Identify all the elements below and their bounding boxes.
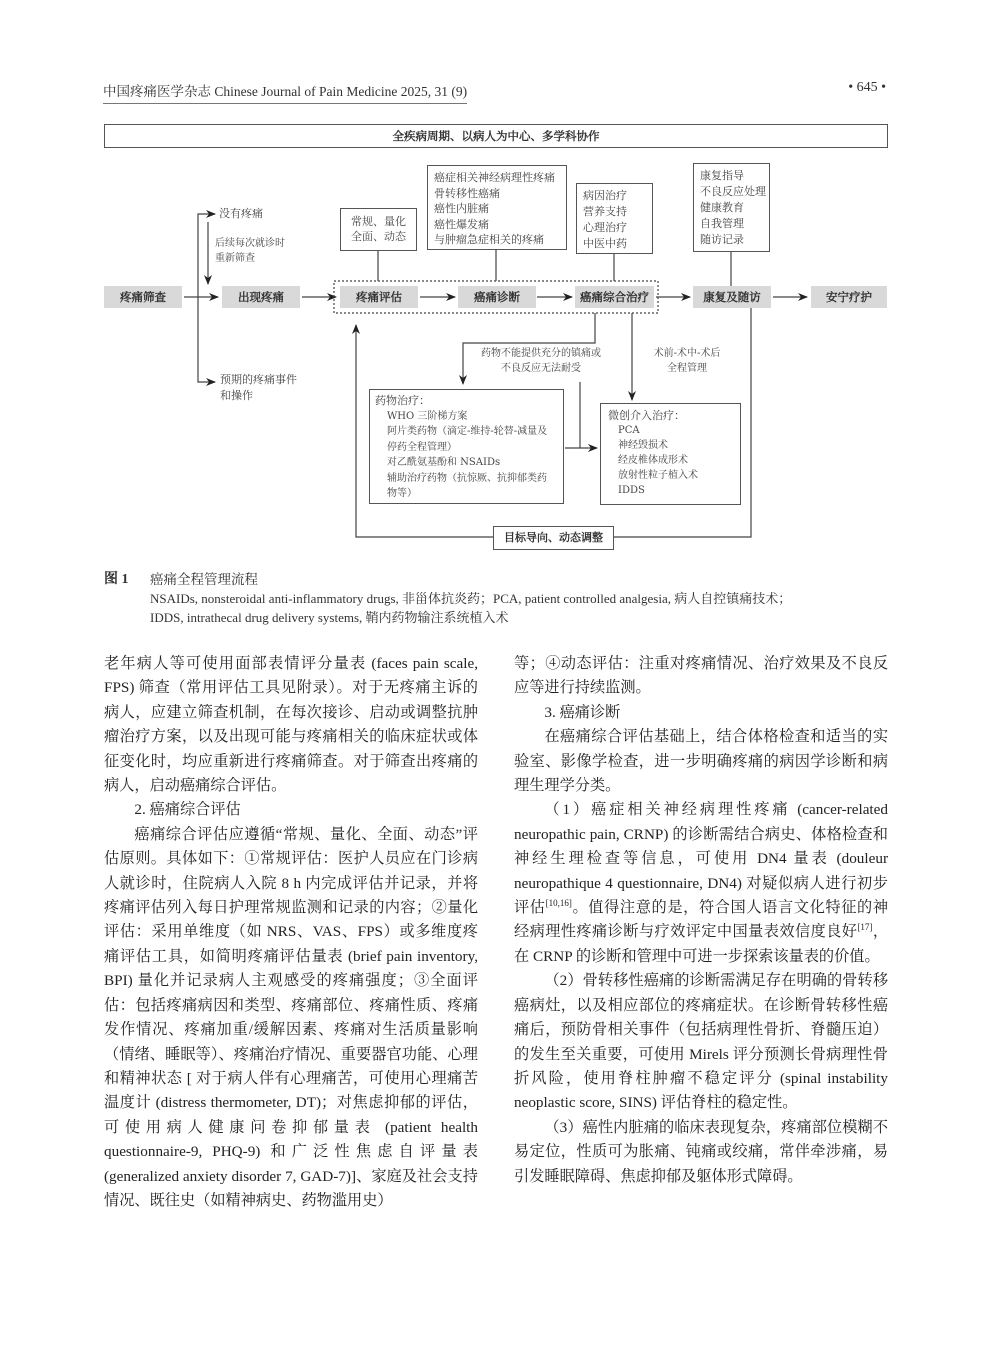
- citation[interactable]: [10,16]: [545, 898, 572, 908]
- intervention-item: 放射性粒子植入术: [618, 470, 698, 481]
- box-interventional-therapy: [600, 403, 741, 505]
- section-heading: 2. 癌痛综合评估: [134, 801, 241, 819]
- box-line: 自我管理: [700, 217, 744, 230]
- box-line: 癌性爆发痛: [434, 217, 489, 231]
- box-line: 与肿瘤急症相关的疼痛: [434, 233, 544, 246]
- text-span: （1）癌症相关神经病理性疼痛 (cancer-related neuropathic pain, CRNP) 的诊断需结合病史、体格检查和神经生理检查等信息，可使用 DN4 量表 (douleur neuropathique 4 questionnaire, DN4) 对疑似病人进行初步评估: [514, 801, 888, 917]
- text-span: 。值得注意的是，符合国人语言文化特征的神经病理性疼痛诊断与疗效评定中国量表效信度良好: [514, 899, 889, 941]
- note-drug-failure: [471, 346, 611, 376]
- box-line: 随访记录: [700, 233, 744, 246]
- note-rescreen-line: 后续每次就诊时: [215, 238, 285, 249]
- paragraph: 癌痛综合评估应遵循“常规、量化、全面、动态”评估原则。具体如下：①常规评估：医护人员应在门诊病人就诊时，住院病人入院 8 h 内完成评估并记录，并将疼痛评估列入每日护理常规监测和记录的内容；②量化评估：采用单维度（如 NRS、VAS、FPS）或多维度疼痛评估工具，如简明疼痛评估量表 (brief pain inventory, BPI) 量化并记录病人主观感受的疼痛强度；③全面评估：包括疼痛病因和类型、疼痛部位、疼痛性质、疼痛发作情况、疼痛加重/缓解因素、疼痛对生活质量影响（情绪、睡眠等）、疼痛治疗情况、重要器官功能、心理和精神状态 [ 对于病人伴有心理痛苦，可使用心理痛苦温度计 (distress thermometer, DT)；对焦虑抑郁的评估，可使用病人健康问卷抑郁量表 (patient health questionnaire-9, PHQ-9) 和广泛性焦虑自评量表 (generalized anxiety disorder 7, GAD-7)]、家庭及社会支持情况、既往史（如精神病史、药物滥用史）: [104, 825, 478, 1209]
- node-comprehensive-treatment: 癌痛综合治疗: [575, 286, 654, 308]
- note-expected-line: 预期的疼痛事件: [220, 373, 297, 386]
- drug-item: 物等）: [387, 488, 417, 499]
- drug-item: 停药全程管理）: [387, 441, 457, 453]
- note-line: 术前-术中-术后: [653, 348, 721, 359]
- note-line: 不良反应无法耐受: [501, 363, 581, 374]
- note-expected-line: 和操作: [220, 389, 253, 402]
- paragraph: 老年病人等可使用面部表情评分量表 (faces pain scale, FPS) 筛查（常用评估工具见附录）。对于无疼痛主诉的病人，应建立筛查机制，在每次接诊、启动或调整抗肿瘤治疗方案，以及出现可能与疼痛相关的临床症状或体征变化时，均应重新进行疼痛筛查。对于筛查出疼痛的病人，启动癌痛综合评估。: [104, 655, 478, 795]
- paragraph: （3）癌性内脏痛的临床表现复杂，疼痛部位模糊不易定位，性质可为胀痛、钝痛或绞痛，常伴牵涉痛，易引发睡眠障碍、焦虑抑郁及躯体形式障碍。: [514, 1118, 888, 1185]
- box-rehab-items: [693, 163, 770, 252]
- box-line: 常规、量化: [351, 215, 406, 228]
- node-rehab-followup: 康复及随访: [693, 286, 771, 308]
- note-expected-events: [220, 372, 297, 404]
- page-number: • 645 •: [848, 80, 886, 95]
- intervention-item: 神经毁损术: [618, 440, 668, 451]
- paragraph: （2）骨转移性癌痛的诊断需满足存在明确的骨转移癌病灶，以及相应部位的疼痛症状。在诊断骨转移性癌痛后，预防骨相关事件（包括病理性骨折、脊髓压迫）的发生至关重要，可使用 Mirels 评分预测长骨病理性骨折风险，使用脊柱肿瘤不稳定评分 (spinal instability neoplastic score, SINS) 评估脊柱的稳定性。: [514, 972, 888, 1112]
- branch-expected-events: [198, 297, 215, 382]
- box-line: 中医中药: [583, 237, 627, 250]
- box-line: 不良反应处理: [700, 185, 766, 198]
- figure-banner: 全疾病周期、以病人为中心、多学科协作: [104, 124, 888, 148]
- node-pain-appears: 出现疼痛: [222, 286, 300, 308]
- drug-item: 对乙酰氨基酚和 NSAIDs: [387, 457, 501, 468]
- box-line: 骨转移性癌痛: [434, 186, 500, 200]
- node-cancer-pain-diagnosis: 癌痛诊断: [458, 286, 536, 308]
- node-hospice-care: 安宁疗护: [811, 286, 887, 308]
- box-line: 癌性内脏痛: [434, 202, 489, 215]
- box-line: 健康教育: [700, 201, 744, 214]
- box-diagnosis-types: [427, 165, 567, 250]
- intervention-item: IDDS: [618, 485, 645, 496]
- drug-item: WHO 三阶梯方案: [387, 410, 468, 422]
- paragraph-crnp: [514, 798, 888, 969]
- box-line: 全面、动态: [351, 230, 406, 243]
- figure-caption-line: IDDS, intrathecal drug delivery systems, 鞘内药物输注系统植入术: [150, 610, 509, 625]
- box-line: 病因治疗: [583, 189, 627, 202]
- intervention-item: PCA: [618, 425, 640, 436]
- note-line: 药物不能提供充分的镇痛或: [481, 348, 601, 359]
- section-heading: 3. 癌痛诊断: [544, 703, 621, 721]
- branch-no-pain: [198, 214, 215, 297]
- drug-box-title: 药物治疗：: [375, 394, 430, 407]
- note-rescreen: [215, 236, 285, 266]
- citation[interactable]: [17]: [857, 922, 873, 933]
- box-goal-oriented: 目标导向、动态调整: [493, 526, 614, 550]
- figure-label: 图 1: [104, 572, 129, 587]
- body-column-left: [104, 652, 478, 1213]
- running-head: 中国疼痛医学杂志 Chinese Journal of Pain Medicine 2025, 31 (9): [103, 80, 467, 104]
- box-line: 康复指导: [700, 169, 744, 182]
- figure-caption-line: NSAIDs, nonsteroidal anti-inflammatory drugs, 非甾体抗炎药；PCA, patient controlled analgesia, 病人自控镇痛技术；: [150, 591, 792, 606]
- intervention-box-title: 微创介入治疗：: [608, 409, 685, 422]
- node-pain-assessment: 疼痛评估: [340, 286, 418, 308]
- paragraph: 在癌痛综合评估基础上，结合体格检查和适当的实验室、影像学检查，进一步明确疼痛的病因学诊断和病理生理学分类。: [514, 728, 888, 795]
- paragraph: 等；④动态评估：注重对疼痛情况、治疗效果及不良反应等进行持续监测。: [514, 655, 888, 697]
- intervention-item: 经皮椎体成形术: [618, 455, 688, 466]
- figure-title: 癌痛全程管理流程: [150, 572, 258, 587]
- note-line: 全程管理: [667, 363, 707, 374]
- text-span: ，在 CRNP 的诊断和管理中可进一步探索该量表的价值。: [514, 923, 889, 965]
- box-line: 癌症相关神经病理性疼痛: [434, 171, 555, 184]
- box-line: 心理治疗: [583, 221, 627, 234]
- box-treatment-modalities: [576, 183, 653, 254]
- box-assessment-principles: [340, 208, 417, 251]
- note-periop: [641, 346, 733, 376]
- node-pain-screening: 疼痛筛查: [104, 286, 182, 308]
- drug-item: 辅助治疗药物（抗惊厥、抗抑郁类药: [387, 472, 547, 484]
- drug-item: 阿片类药物（滴定-维持-轮替-减量及: [387, 426, 548, 437]
- box-drug-therapy: [369, 389, 564, 504]
- note-no-pain: 没有疼痛: [219, 207, 263, 220]
- note-rescreen-line: 重新筛查: [215, 253, 255, 264]
- body-column-right: [514, 652, 888, 1189]
- box-line: 营养支持: [583, 205, 627, 218]
